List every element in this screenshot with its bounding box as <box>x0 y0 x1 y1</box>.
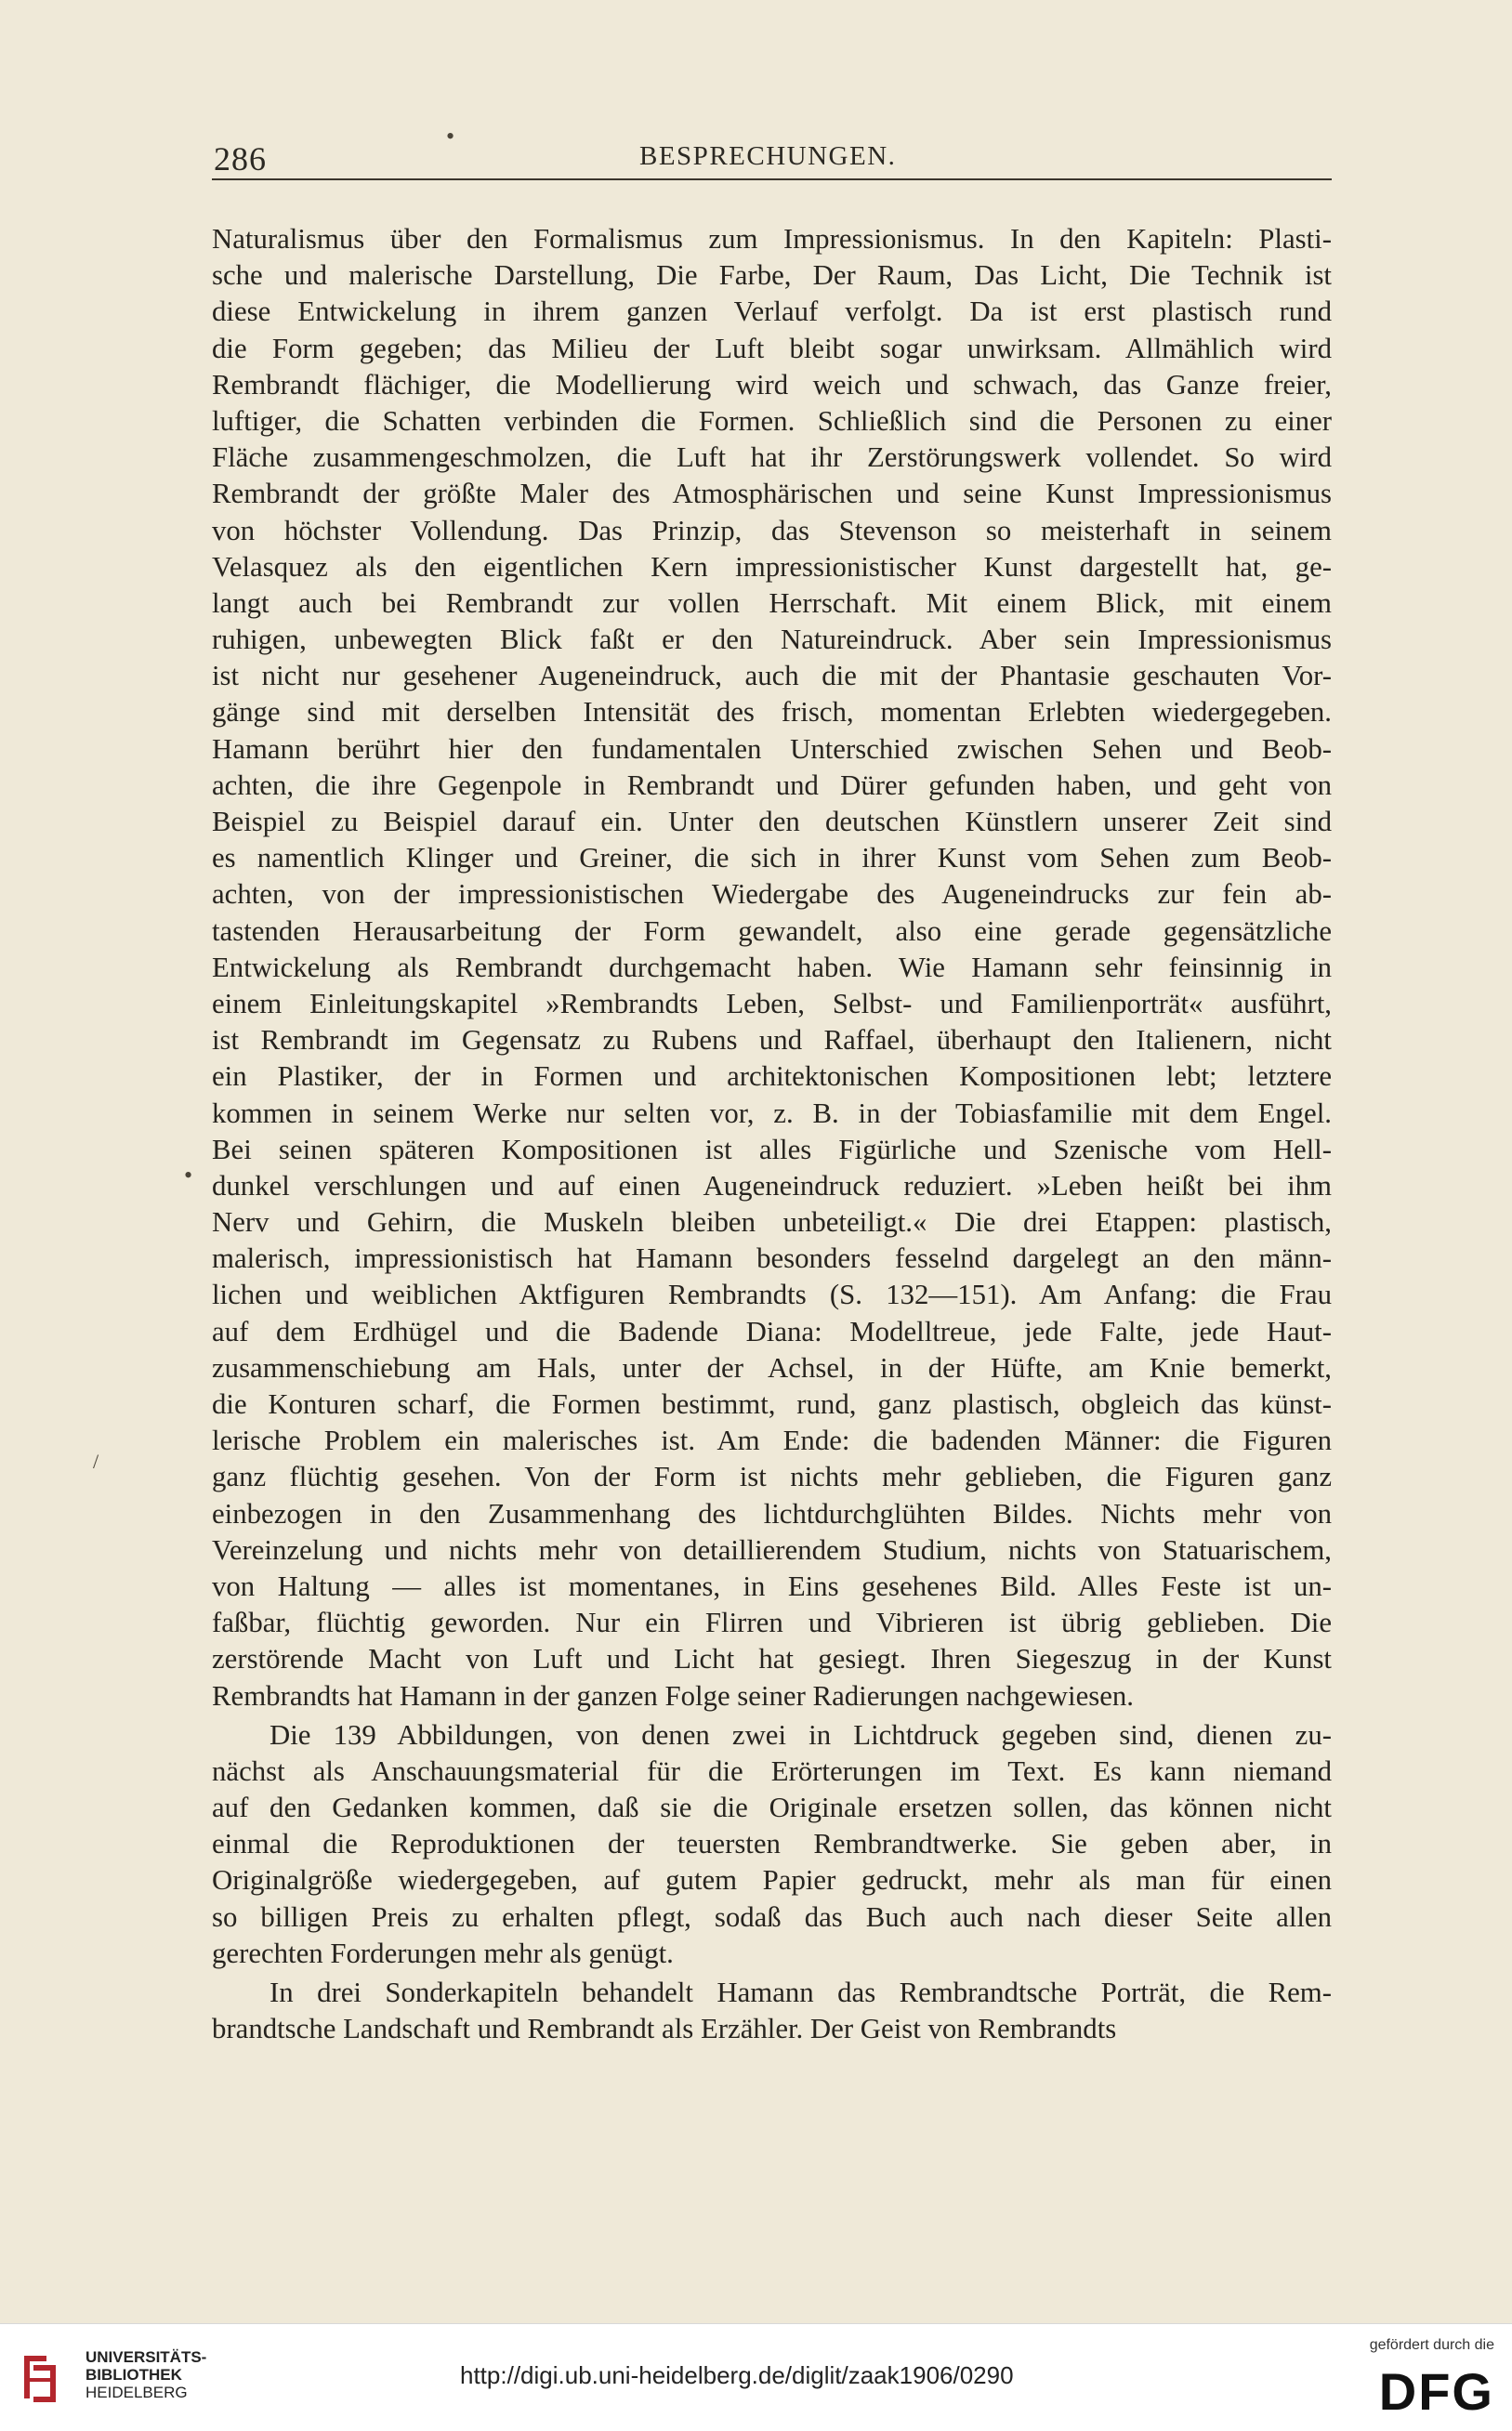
text-line: ruhigen, unbewegten Blick faßt er den Natureindruck. Aber sein Impressionismus <box>212 624 1332 656</box>
text-line: brandtsche Landschaft und Rembrandt als Erzähler. Der Geist von Rembrandts <box>212 2013 1117 2045</box>
text-line: ganz flüchtig gesehen. Von der Form ist nichts mehr geblieben, die Figuren ganz <box>212 1461 1332 1493</box>
page-number: 286 <box>214 140 267 177</box>
paragraph <box>212 1717 1332 1972</box>
text-line: sche und malerische Darstellung, Die Farbe, Der Raum, Das Licht, Die Technik ist <box>212 259 1332 292</box>
text-line: Originalgröße wiedergegeben, auf gutem Papier gedruckt, mehr als man für einen <box>212 1864 1332 1897</box>
text-line: gerechten Forderungen mehr als genügt. <box>212 1937 674 1969</box>
text-line: von höchster Vollendung. Das Prinzip, das Stevenson so meisterhaft in seinem <box>212 514 1332 546</box>
text-line: lerische Problem ein malerisches ist. Am Ende: die badenden Männer: die Figuren <box>212 1425 1332 1457</box>
text-line: einmal die Reproduktionen der teuersten Rembrandtwerke. Sie geben aber, in <box>212 1828 1332 1860</box>
text-line: so billigen Preis zu erhalten pflegt, sodaß das Buch auch nach dieser Seite allen <box>212 1900 1332 1933</box>
text-line: malerisch, impressionistisch hat Hamann besonders fesselnd dargelegt an den männ- <box>212 1242 1332 1275</box>
article-text <box>212 221 1332 2050</box>
text-line: Rembrandts hat Hamann in der ganzen Folge seiner Radierungen nachgewiesen. <box>212 1679 1135 1712</box>
text-line: achten, von der impressionistischen Wiedergabe des Augeneindrucks zur fein ab- <box>212 878 1332 911</box>
text-line: diese Entwickelung in ihrem ganzen Verlauf verfolgt. Da ist erst plastisch rund <box>212 296 1332 328</box>
footer-bar <box>0 2323 1512 2431</box>
text-line: Velasquez als den eigentlichen Kern impressionistischer Kunst dargestellt hat, ge- <box>212 550 1332 583</box>
text-line: einbezogen in den Zusammenhang des lichtdurchglühten Bildes. Nichts mehr von <box>212 1497 1332 1530</box>
library-name-line: HEIDELBERG <box>85 2384 188 2401</box>
funding-caption: gefördert durch die <box>1369 2337 1494 2353</box>
page-header <box>212 138 1332 180</box>
text-line: luftiger, die Schatten verbinden die Formen. Schließlich sind die Personen zu einer <box>212 404 1332 437</box>
text-line: die Form gegeben; das Milieu der Luft bleibt sogar unwirksam. Allmählich wird <box>212 332 1332 364</box>
margin-dot: • <box>446 123 455 150</box>
text-line: kommen in seinem Werke nur selten vor, z. B. in der Tobiasfamilie mit dem Engel. <box>212 1097 1332 1129</box>
margin-tick: / <box>93 1450 99 1473</box>
text-line: von Haltung — alles ist momentanes, in Eins gesehenes Bild. Alles Feste ist un- <box>212 1570 1332 1602</box>
running-head: BESPRECHUNGEN. <box>639 141 897 171</box>
text-line: Rembrandt der größte Maler des Atmosphärischen und seine Kunst Impressionismus <box>212 478 1332 510</box>
text-line: die Konturen scharf, die Formen bestimmt, rund, ganz plastisch, obgleich das künst- <box>212 1388 1332 1420</box>
text-line: zusammenschiebung am Hals, unter der Achsel, in der Hüfte, am Knie bemerkt, <box>212 1351 1332 1384</box>
text-line: Beispiel zu Beispiel darauf ein. Unter den deutschen Künstlern unserer Zeit sind <box>212 806 1332 837</box>
text-line: ist Rembrandt im Gegensatz zu Rubens und Raffael, überhaupt den Italienern, nicht <box>212 1024 1332 1057</box>
text-line: Fläche zusammengeschmolzen, die Luft hat ihr Zerstörungswerk vollendet. So wird <box>212 441 1332 474</box>
text-line: es namentlich Klinger und Greiner, die sich in ihrer Kunst vom Sehen zum Beob- <box>212 842 1332 874</box>
text-line: Hamann berührt hier den fundamentalen Unterschied zwischen Sehen und Beob- <box>212 732 1332 765</box>
text-line: achten, die ihre Gegenpole in Rembrandt und Dürer gefunden haben, und geht von <box>212 769 1332 801</box>
text-line: auf den Gedanken kommen, daß sie die Originale ersetzen sollen, das können nicht <box>212 1792 1332 1824</box>
text-line: Naturalismus über den Formalismus zum Impressionismus. In den Kapiteln: Plasti- <box>212 223 1332 255</box>
text-line: dunkel verschlungen und auf einen Augeneindruck reduziert. »Leben heißt bei ihm <box>212 1169 1332 1202</box>
paragraph <box>212 221 1332 1715</box>
library-name <box>85 2348 206 2401</box>
text-line: Die 139 Abbildungen, von denen zwei in Lichtdruck gegeben sind, dienen zu- <box>270 1718 1332 1751</box>
library-name-line: UNIVERSITÄTS- <box>85 2348 207 2366</box>
text-line: Nerv und Gehirn, die Muskeln bleiben unbeteiligt.« Die drei Etappen: plastisch, <box>212 1206 1332 1239</box>
text-line: einem Einleitungskapitel »Rembrandts Leben, Selbst- und Familienporträt« ausführt, <box>212 987 1332 1019</box>
text-line: Bei seinen späteren Kompositionen ist alles Figürliche und Szenische vom Hell- <box>212 1133 1332 1165</box>
dfg-logo: DFG <box>1378 2362 1494 2421</box>
text-line: lichen und weiblichen Aktfiguren Rembrandts (S. 132—151). Am Anfang: die Frau <box>212 1279 1332 1311</box>
text-line: tastenden Herausarbeitung der Form gewandelt, also eine gerade gegensätzliche <box>212 914 1332 947</box>
text-line: zerstörende Macht von Luft und Licht hat gesiegt. Ihren Siegeszug in der Kunst <box>212 1643 1332 1675</box>
source-url-link[interactable]: http://digi.ub.uni-heidelberg.de/diglit/zaak1906/0290 <box>460 2361 1014 2389</box>
text-line: gänge sind mit derselben Intensität des frisch, momentan Erlebten wiedergegeben. <box>212 696 1332 729</box>
text-line: Entwickelung als Rembrandt durchgemacht haben. Wie Hamann sehr feinsinnig in <box>212 951 1332 983</box>
text-line: ist nicht nur gesehener Augeneindruck, auch die mit der Phantasie geschauten Vor- <box>212 660 1332 692</box>
text-line: ein Plastiker, der in Formen und architektonischen Kompositionen lebt; letztere <box>212 1060 1332 1093</box>
library-name-line: BIBLIOTHEK <box>85 2366 182 2384</box>
library-logo-icon <box>19 2352 61 2406</box>
text-line: langt auch bei Rembrandt zur vollen Herrschaft. Mit einem Blick, mit einem <box>212 586 1332 619</box>
text-line: auf dem Erdhügel und die Badende Diana: Modelltreue, jede Falte, jede Haut- <box>212 1315 1332 1347</box>
text-line: nächst als Anschauungsmaterial für die Erörterungen im Text. Es kann niemand <box>212 1754 1332 1787</box>
margin-dot: • <box>184 1162 193 1189</box>
text-line: faßbar, flüchtig geworden. Nur ein Flirren und Vibrieren ist übrig geblieben. Die <box>212 1607 1332 1639</box>
paragraph <box>212 1975 1332 2047</box>
text-line: In drei Sonderkapiteln behandelt Hamann das Rembrandtsche Porträt, die Rem- <box>270 1977 1332 2008</box>
text-line: Rembrandt flächiger, die Modellierung wird weich und schwach, das Ganze freier, <box>212 368 1332 401</box>
text-line: Vereinzelung und nichts mehr von detaillierendem Studium, nichts von Statuarischem, <box>212 1533 1332 1566</box>
